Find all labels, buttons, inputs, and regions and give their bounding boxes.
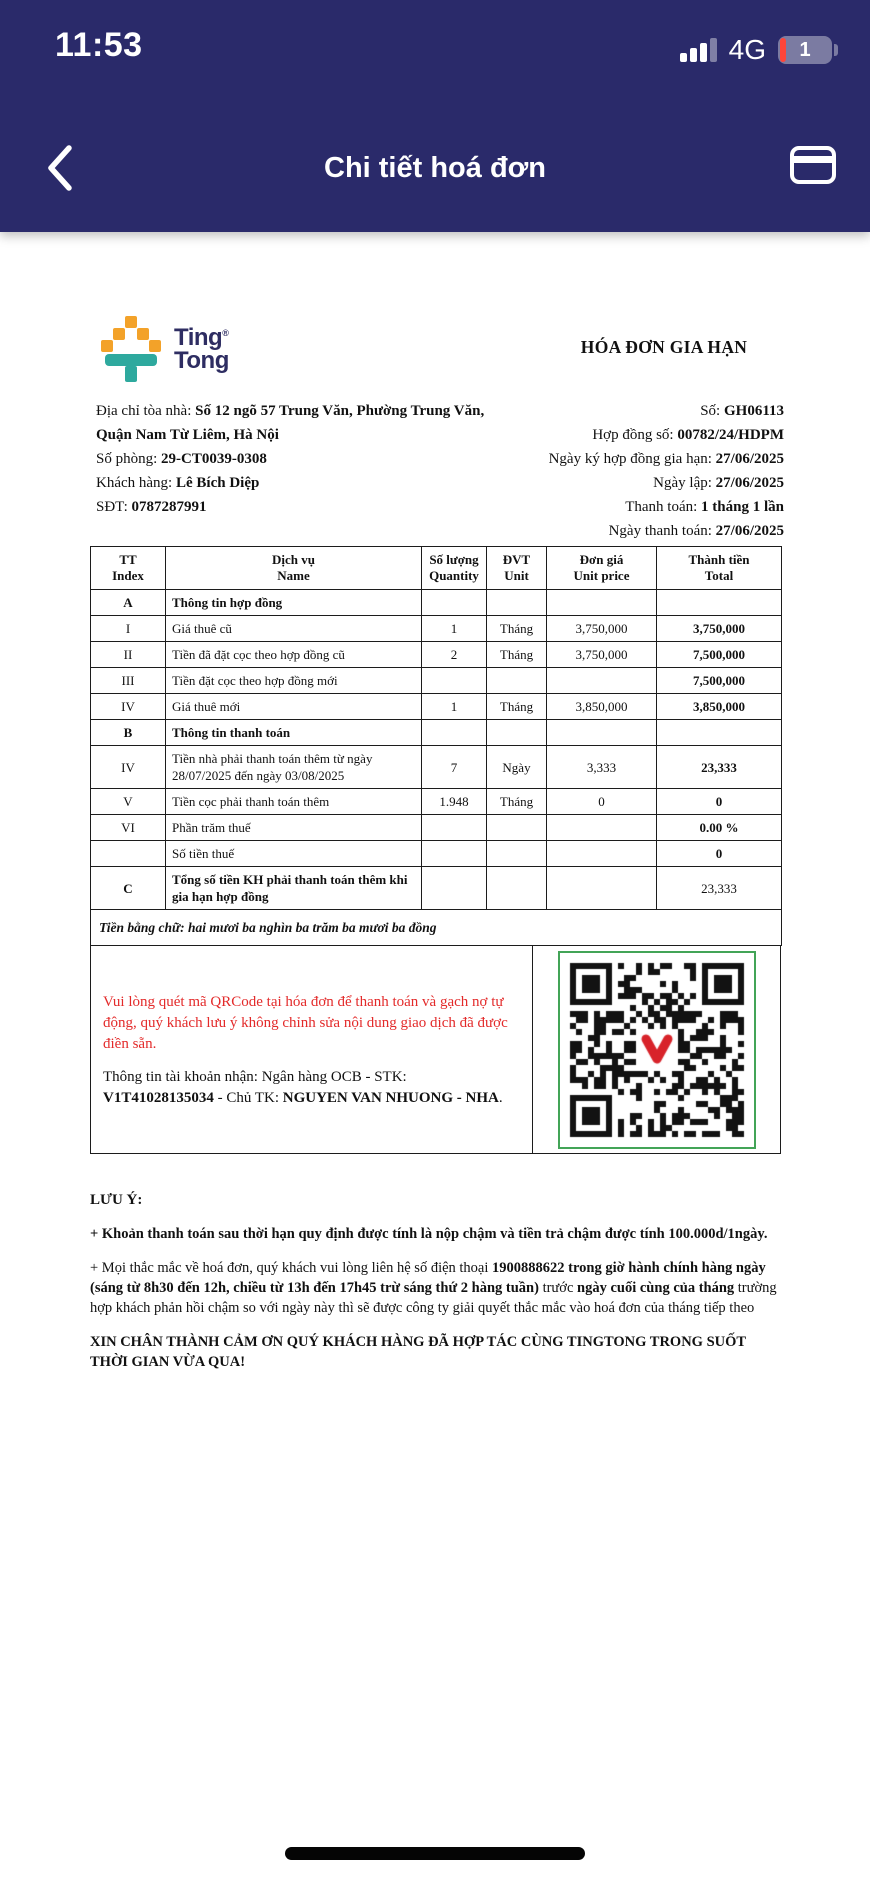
table-row: [91, 720, 782, 746]
table-cell: [657, 590, 782, 616]
table-cell: 2: [422, 642, 487, 668]
table-cell: Phần trăm thuế: [166, 815, 422, 841]
card-icon: [790, 146, 836, 184]
table-cell: Tiền đã đặt cọc theo hợp đồng cũ: [166, 642, 422, 668]
table-cell: Tiền nhà phải thanh toán thêm từ ngày 28/07/2025 đến ngày 03/08/2025: [166, 746, 422, 789]
amount-in-words-row: [91, 910, 782, 946]
note-hotline: + Mọi thắc mắc về hoá đơn, quý khách vui lòng liên hệ số điện thoại 1900888622 trong giờ hành chính hàng ngày (sáng từ 8h30 đến 12h, chiều từ 13h đến 17h45 trừ sáng thứ 2 hàng tuần) trước ngày cuối cùng của tháng trường hợp khách phản hồi chậm so với ngày này thì sẽ được công ty giải quyết thắc mắc vào hoá đơn của tháng tiếp theo: [90, 1260, 777, 1316]
table-row: [91, 590, 782, 616]
table-row: [91, 841, 782, 867]
column-header: TT Index: [91, 547, 166, 590]
table-cell: 23,333: [657, 746, 782, 789]
table-cell: Thông tin thanh toán: [166, 720, 422, 746]
chevron-left-icon: [47, 144, 73, 192]
tingtong-logo-text: Ting® Tong: [174, 324, 229, 374]
network-type-label: 4G: [728, 34, 766, 65]
tingtong-logo-icon: [96, 316, 162, 382]
qr-cell: [533, 946, 780, 1153]
table-cell: 3,333: [547, 746, 657, 789]
table-cell: [422, 867, 487, 910]
signal-strength-icon: [680, 38, 717, 62]
table-cell: C: [91, 867, 166, 910]
table-cell: 1.948: [422, 789, 487, 815]
battery-charge-bar: [780, 38, 786, 62]
table-cell: [487, 668, 547, 694]
info-line: Khách hàng: Lê Bích Diệp: [96, 475, 260, 491]
table-cell: Tiền đặt cọc theo hợp đồng mới: [166, 668, 422, 694]
table-cell: VI: [91, 815, 166, 841]
table-cell: Tháng: [487, 789, 547, 815]
table-cell: 0: [657, 841, 782, 867]
table-cell: [547, 668, 657, 694]
table-cell: [91, 841, 166, 867]
table-cell: [422, 841, 487, 867]
payment-instructions: [91, 946, 533, 1153]
table-header-row: [91, 547, 782, 590]
table-cell: Giá thuê mới: [166, 694, 422, 720]
home-indicator[interactable]: [285, 1847, 585, 1860]
notes-section: [90, 1190, 781, 1372]
bank-account-info: Thông tin tài khoản nhận: Ngân hàng OCB - STK: V1T41028135034 - Chủ TK: NGUYEN VAN NHUONG - NHA.: [103, 1069, 503, 1106]
back-button[interactable]: [38, 140, 82, 196]
table-cell: [547, 720, 657, 746]
status-time: 11:53: [55, 26, 143, 64]
info-line: Thanh toán: 1 tháng 1 lần: [625, 499, 784, 515]
invoice-title: HÓA ĐƠN GIA HẠN: [580, 337, 748, 357]
invoice-table-body: [91, 590, 782, 910]
table-cell: Ngày: [487, 746, 547, 789]
info-line: Ngày lập: 27/06/2025: [653, 475, 784, 491]
table-row: [91, 815, 782, 841]
tingtong-logo: [96, 316, 396, 386]
table-cell: 0.00 %: [657, 815, 782, 841]
column-header: Dịch vụ Name: [166, 547, 422, 590]
table-cell: Số tiền thuế: [166, 841, 422, 867]
status-icons: [680, 34, 832, 66]
info-line: Quận Nam Từ Liêm, Hà Nội: [96, 427, 279, 443]
table-cell: 3,750,000: [657, 616, 782, 642]
info-line: Số phòng: 29-CT0039-0308: [96, 451, 267, 467]
table-row: [91, 668, 782, 694]
table-cell: I: [91, 616, 166, 642]
table-cell: Tháng: [487, 642, 547, 668]
info-line: SĐT: 0787287991: [96, 499, 207, 515]
amount-in-words: Tiền bằng chữ: hai mươi ba nghìn ba trăm ba mươi ba đồng: [91, 910, 782, 946]
note-thanks: XIN CHÂN THÀNH CẢM ƠN QUÝ KHÁCH HÀNG ĐÃ HỢP TÁC CÙNG TINGTONG TRONG SUỐT THỜI GIAN VỪA QUA!: [90, 1334, 746, 1370]
table-cell: IV: [91, 746, 166, 789]
column-header: Thành tiền Total: [657, 547, 782, 590]
table-cell: IV: [91, 694, 166, 720]
info-line: Số: GH06113: [700, 403, 784, 419]
table-cell: III: [91, 668, 166, 694]
table-cell: 0: [547, 789, 657, 815]
app-header: [0, 0, 870, 232]
table-row: [91, 867, 782, 910]
table-cell: Tháng: [487, 694, 547, 720]
table-cell: B: [91, 720, 166, 746]
qr-code: [567, 960, 747, 1140]
info-line: Ngày ký hợp đồng gia hạn: 27/06/2025: [548, 451, 784, 467]
qr-frame: [558, 951, 756, 1149]
table-row: [91, 694, 782, 720]
invoice-info-right: [364, 399, 784, 543]
table-row: [91, 642, 782, 668]
table-cell: 1: [422, 694, 487, 720]
nav-bar: [0, 130, 870, 206]
notes-heading: LƯU Ý:: [90, 1192, 143, 1208]
battery-icon: [778, 36, 832, 64]
table-cell: [547, 590, 657, 616]
table-cell: Tiền cọc phải thanh toán thêm: [166, 789, 422, 815]
table-cell: 1: [422, 616, 487, 642]
table-cell: 0: [657, 789, 782, 815]
invoice-card-button[interactable]: [790, 146, 836, 184]
info-line: Hợp đồng số: 00782/24/HDPM: [592, 427, 784, 443]
table-cell: [657, 720, 782, 746]
table-cell: Tổng số tiền KH phải thanh toán thêm khi gia hạn hợp đồng: [166, 867, 422, 910]
invoice-body: [90, 546, 781, 1372]
table-cell: [422, 815, 487, 841]
table-cell: 3,850,000: [547, 694, 657, 720]
table-row: [91, 616, 782, 642]
info-line: Ngày thanh toán: 27/06/2025: [608, 523, 784, 539]
table-cell: 3,750,000: [547, 642, 657, 668]
table-cell: 23,333: [657, 867, 782, 910]
table-cell: [487, 720, 547, 746]
table-cell: Thông tin hợp đồng: [166, 590, 422, 616]
table-cell: [422, 590, 487, 616]
battery-percent: 1: [799, 38, 811, 61]
table-cell: 7: [422, 746, 487, 789]
table-row: [91, 789, 782, 815]
table-cell: [547, 867, 657, 910]
invoice-table: [90, 546, 782, 946]
table-cell: 3,750,000: [547, 616, 657, 642]
table-cell: [487, 867, 547, 910]
table-cell: [487, 841, 547, 867]
battery-nub: [834, 44, 838, 56]
table-cell: Tháng: [487, 616, 547, 642]
payment-qr-section: [90, 946, 781, 1154]
table-cell: [422, 668, 487, 694]
note-late-payment: + Khoản thanh toán sau thời hạn quy định được tính là nộp chậm và tiền trả chậm được tính 100.000d/1ngày.: [90, 1226, 768, 1242]
table-cell: Giá thuê cũ: [166, 616, 422, 642]
table-cell: V: [91, 789, 166, 815]
table-row: [91, 746, 782, 789]
qr-warning-text: Vui lòng quét mã QRCode tại hóa đơn để thanh toán và gạch nợ tự động, quý khách lưu ý không chỉnh sửa nội dung giao dịch đã được điền sẵn.: [103, 994, 508, 1052]
table-cell: [547, 815, 657, 841]
table-cell: A: [91, 590, 166, 616]
column-header: Số lượng Quantity: [422, 547, 487, 590]
table-cell: 3,850,000: [657, 694, 782, 720]
table-cell: [487, 815, 547, 841]
table-cell: [547, 841, 657, 867]
table-cell: [487, 590, 547, 616]
table-cell: 7,500,000: [657, 642, 782, 668]
table-cell: II: [91, 642, 166, 668]
column-header: ĐVT Unit: [487, 547, 547, 590]
page-title: Chi tiết hoá đơn: [324, 152, 546, 184]
info-line: Địa chỉ tòa nhà: Số 12 ngõ 57 Trung Văn, Phường Trung Văn,: [96, 403, 485, 419]
table-cell: [422, 720, 487, 746]
column-header: Đơn giá Unit price: [547, 547, 657, 590]
table-cell: 7,500,000: [657, 668, 782, 694]
